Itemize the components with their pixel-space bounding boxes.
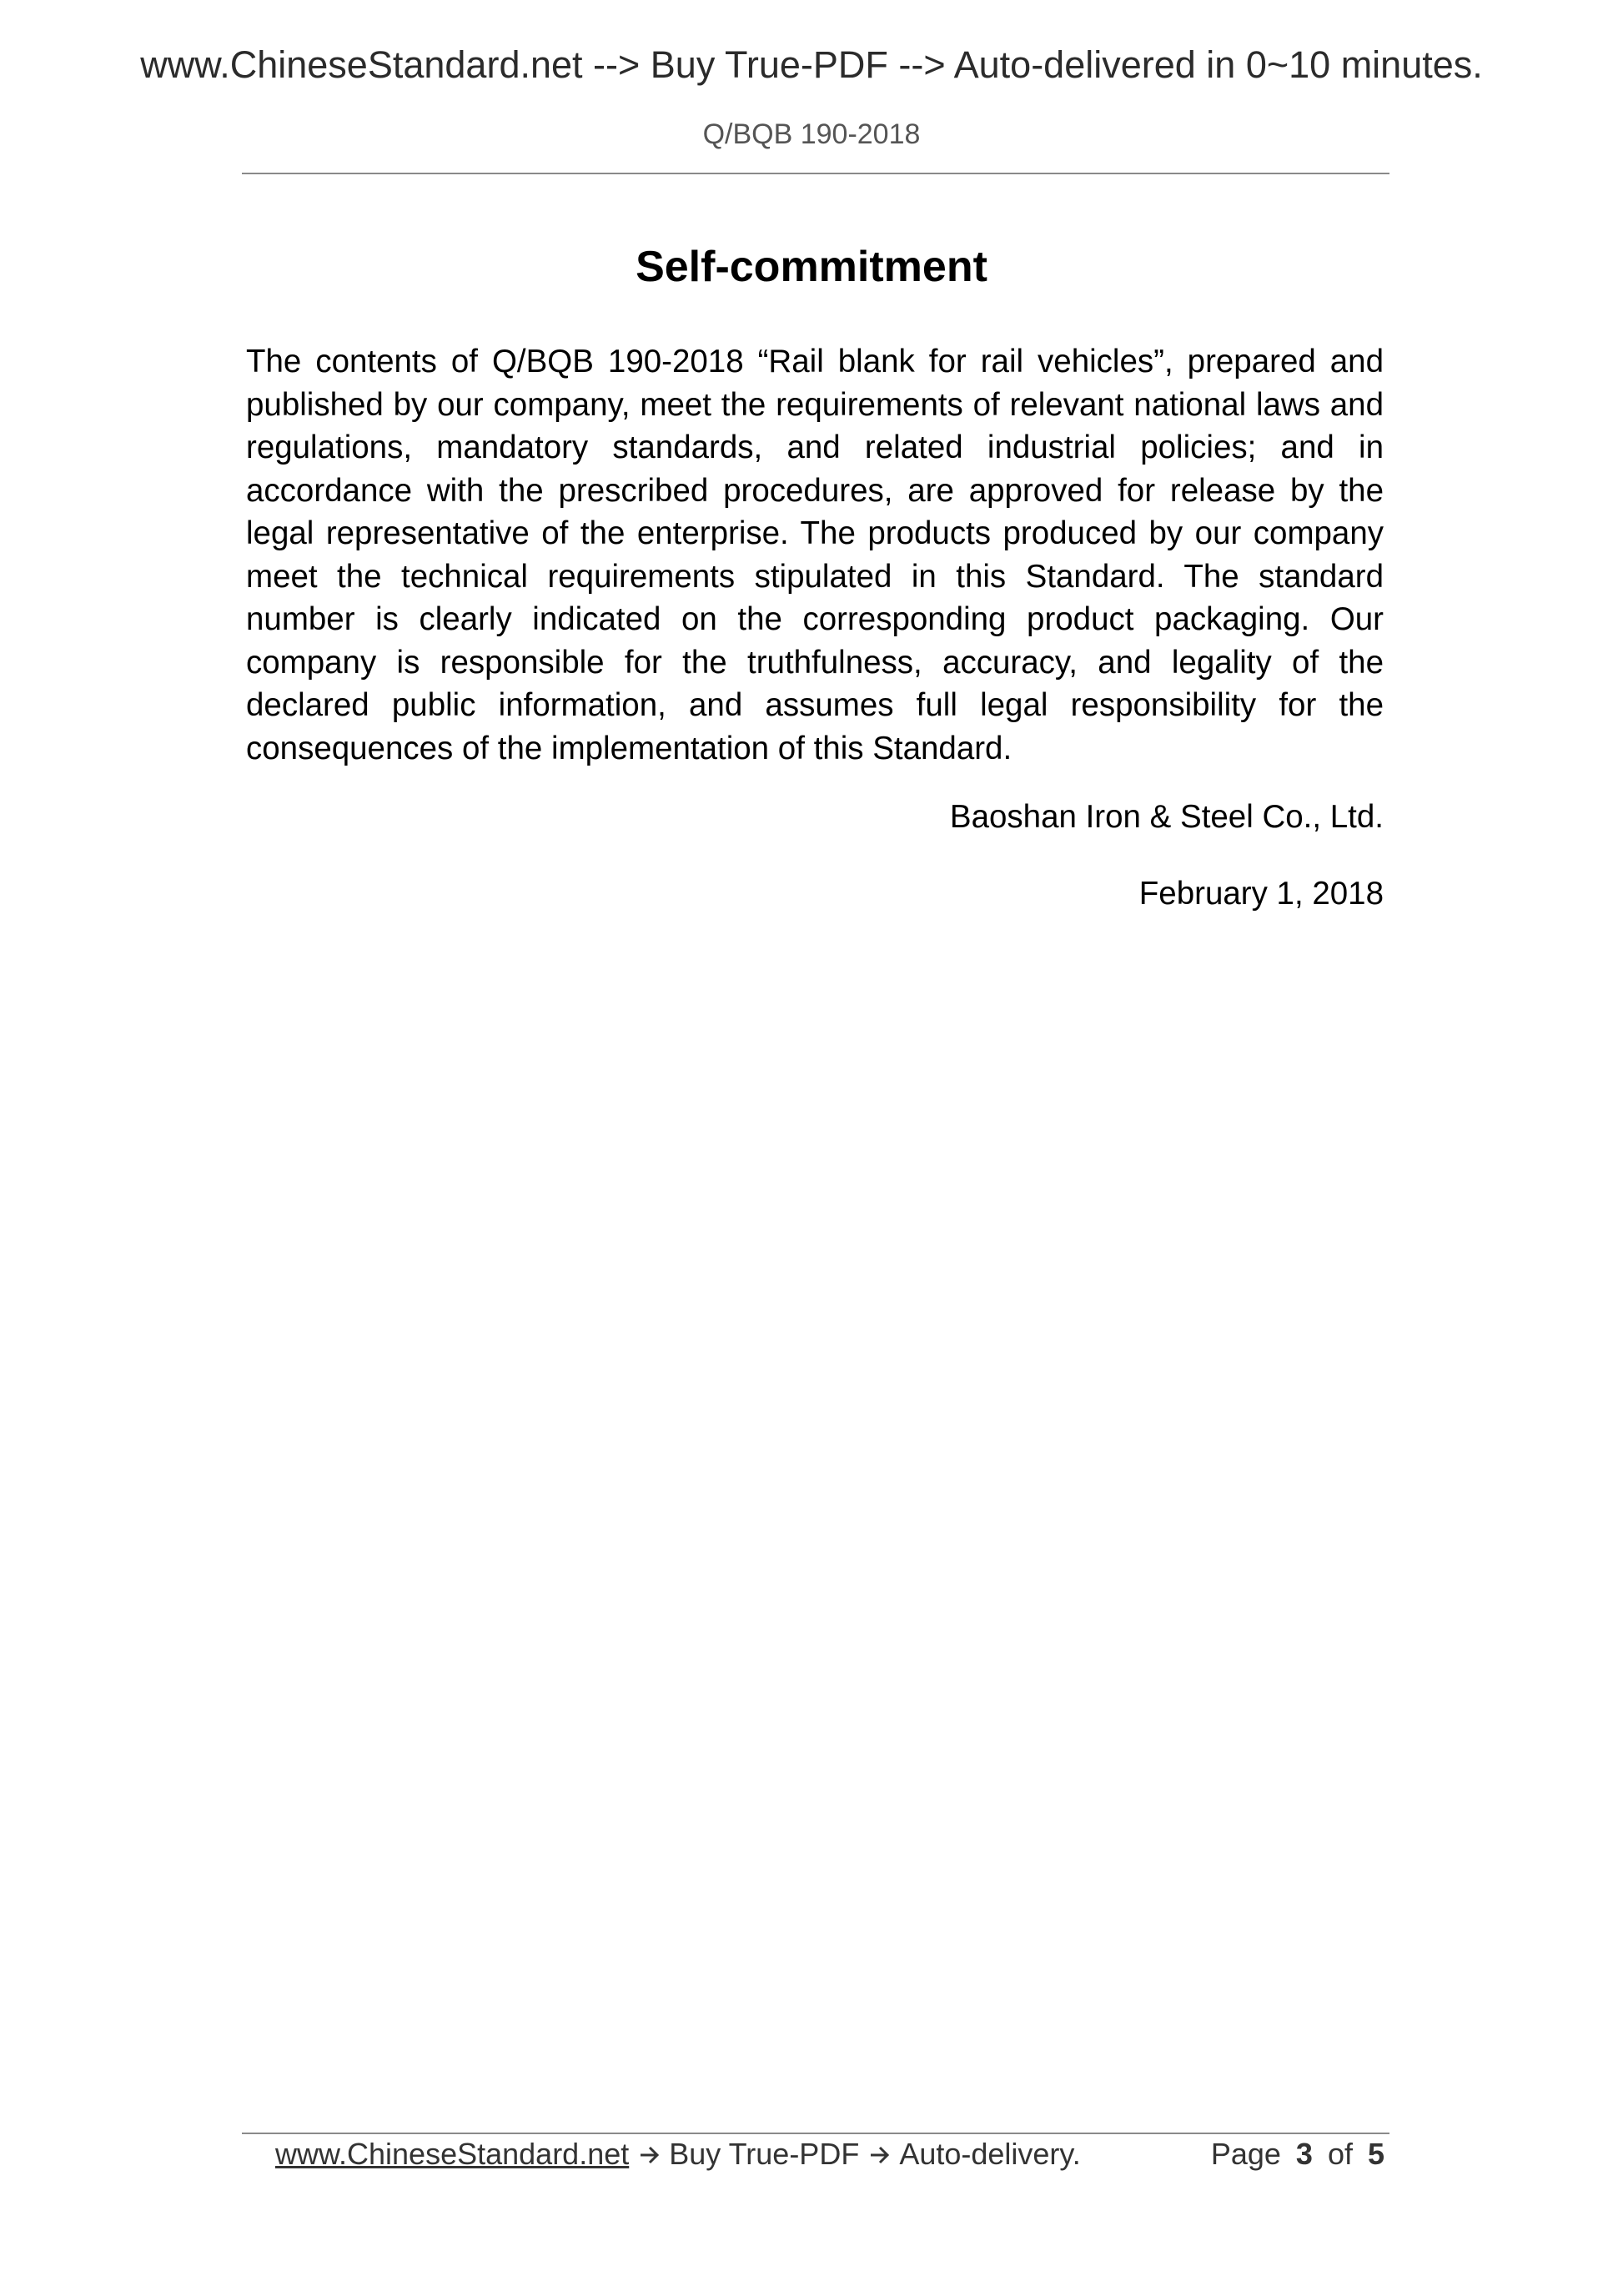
page-footer [275,2137,1384,2180]
footer-buy-text: Buy True-PDF [669,2137,860,2171]
page-total: 5 [1367,2137,1384,2171]
page-number [1211,2137,1384,2172]
of-label: of [1327,2137,1353,2171]
footer-delivery-text: Auto-delivery. [899,2137,1081,2171]
page-current: 3 [1295,2137,1313,2171]
document-code: Q/BQB 190-2018 [702,118,921,150]
footer-site-link[interactable]: www.ChineseStandard.net [275,2137,630,2171]
header-divider [242,173,1389,174]
arrow-right-icon [869,2144,891,2166]
signer-company: Baoshan Iron & Steel Co., Ltd. [949,799,1384,835]
page-label: Page [1210,2137,1281,2171]
page-title: Self-commitment [636,243,987,291]
commitment-paragraph: The contents of Q/BQB 190-2018 “Rail blank for rail vehicles”, prepared and published by our company, meet the requirements of relevant national laws and regulations, mandatory standards, and related industrial policies; and in accordance with the prescribed procedures, are approved for release by the legal representative of the enterprise. The products produced by our company meet the technical requirements stipulated in this Standard. The standard number is clearly indicated on the corresponding product packaging. Our company is responsible for the truthfulness, accuracy, and legality of the declared public information, and assumes full legal responsibility for the consequences of the implementation of this Standard. [246,344,1384,766]
footer-tagline [275,2137,1081,2172]
top-banner: www.ChineseStandard.net --> Buy True-PDF --> Auto-delivered in 0~10 minutes. [140,43,1483,86]
signature-date: February 1, 2018 [1138,876,1384,912]
footer-divider [242,2133,1389,2134]
arrow-right-icon [639,2144,661,2166]
